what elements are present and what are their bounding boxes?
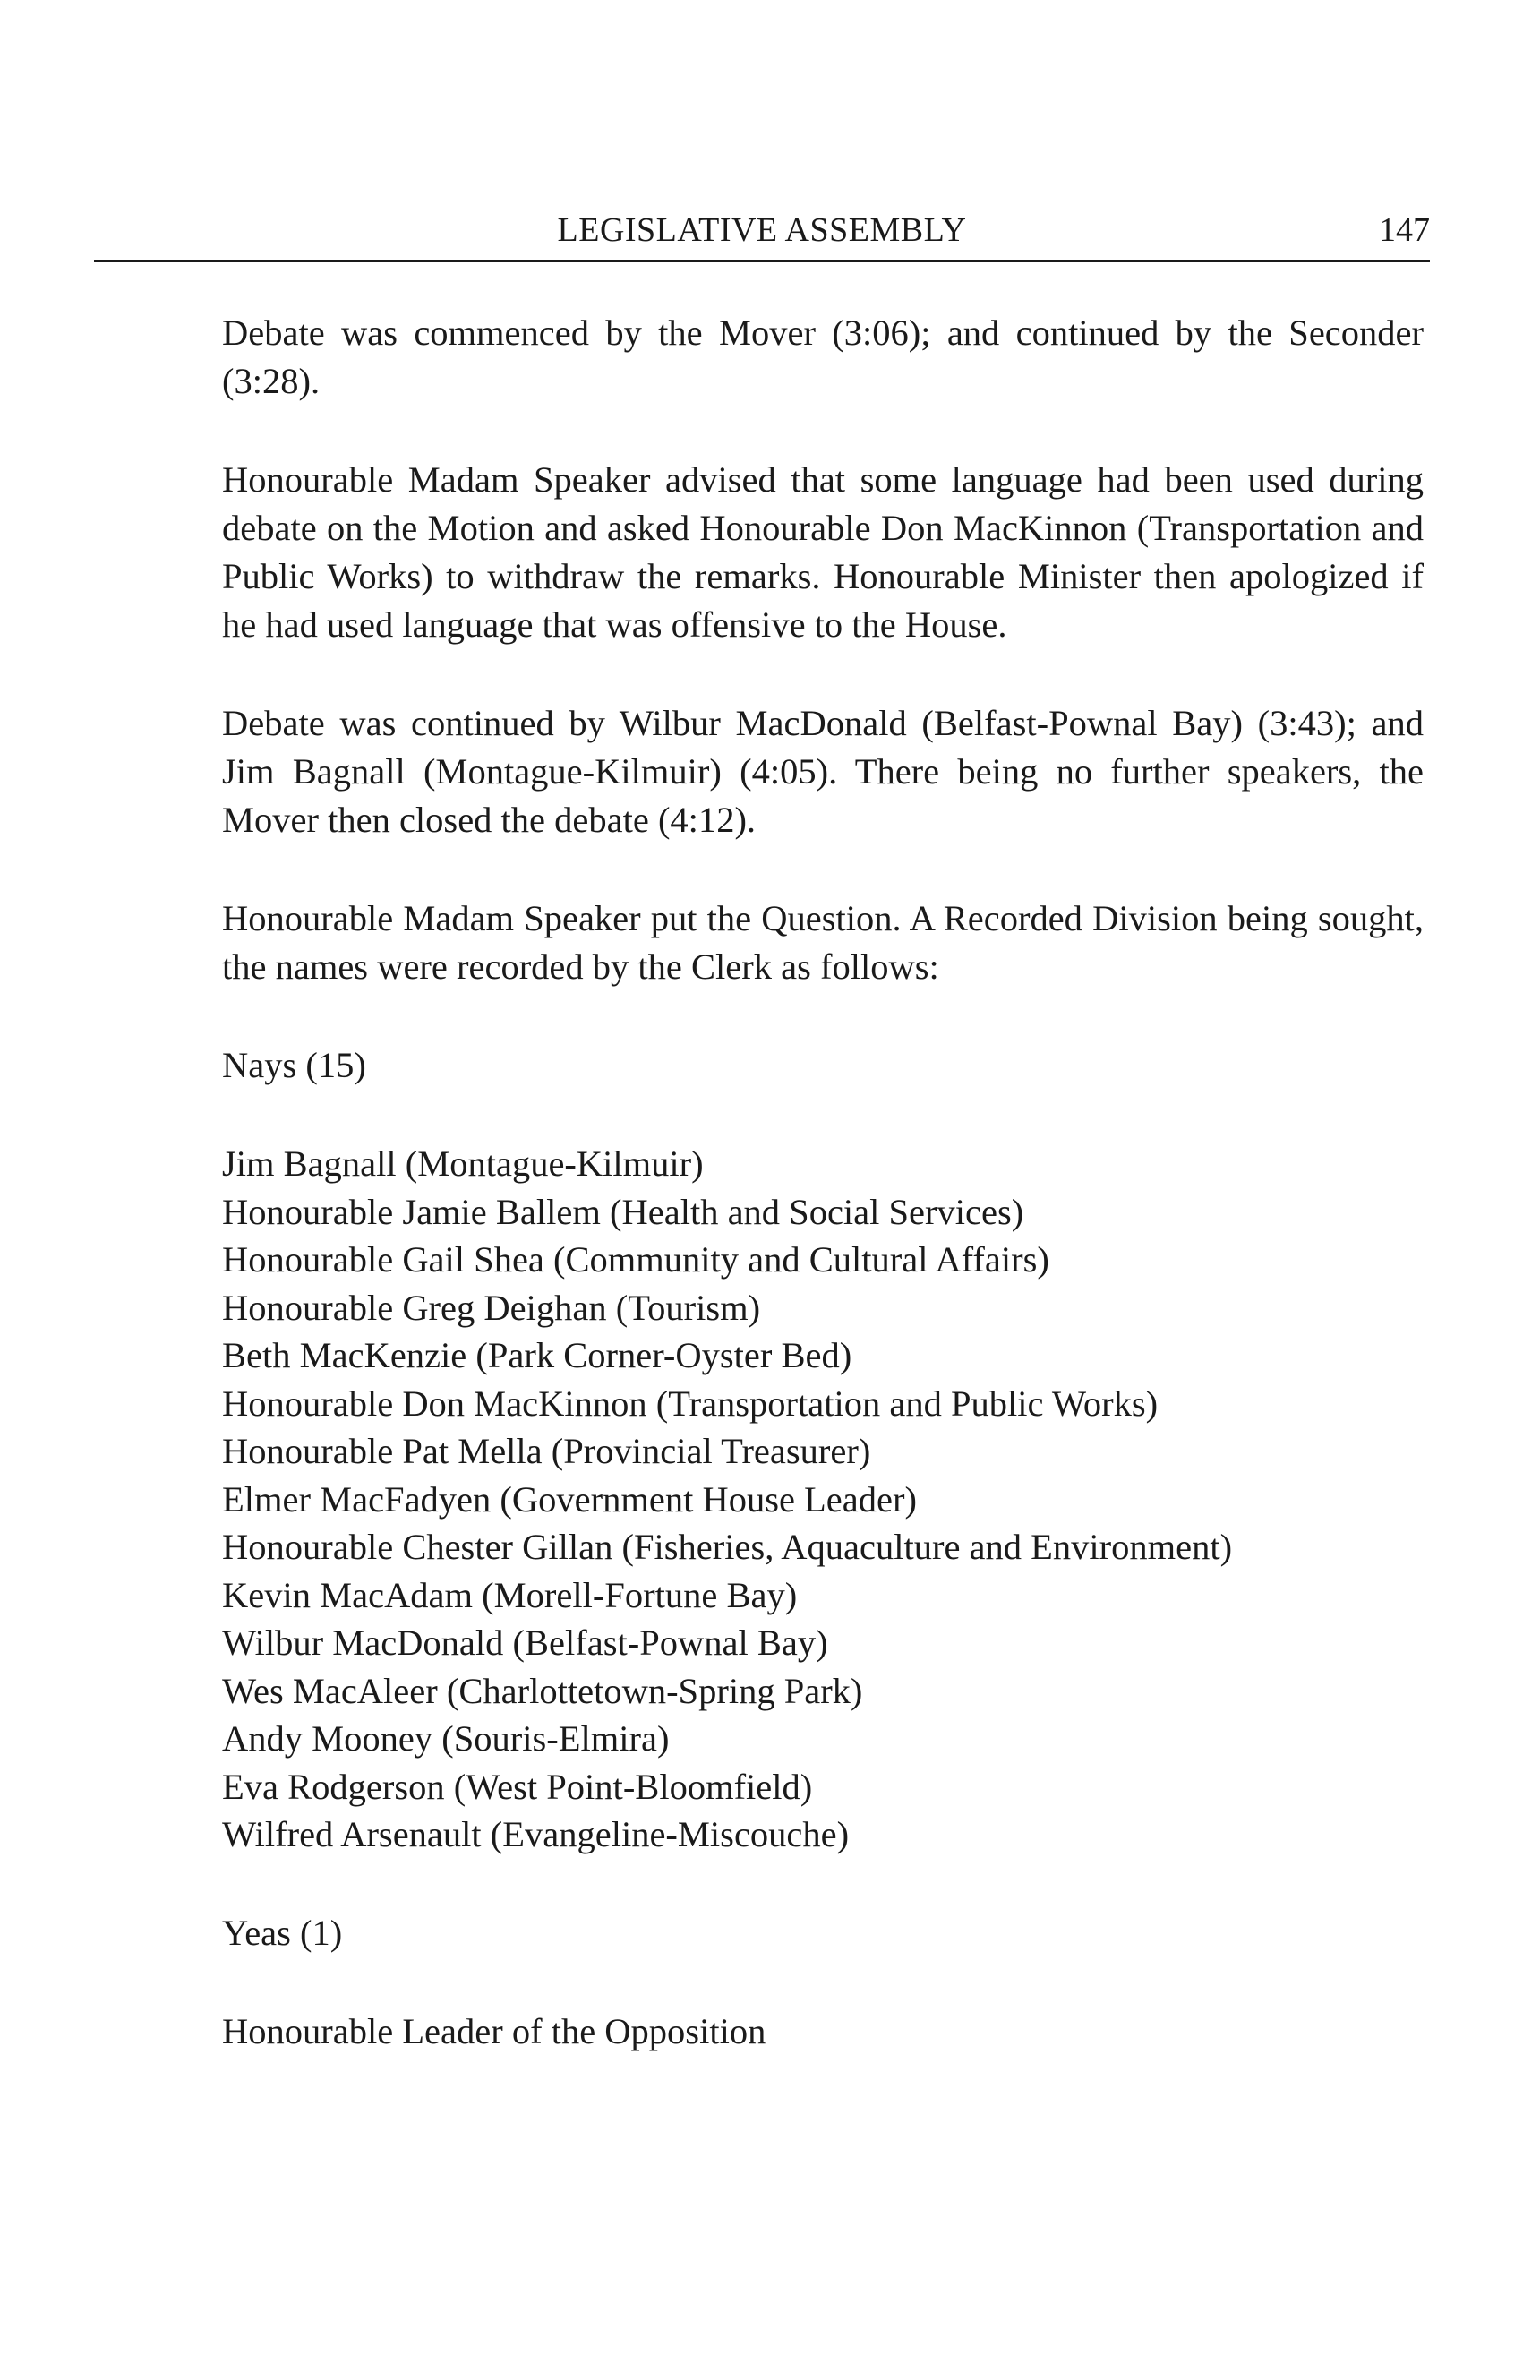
running-title: LEGISLATIVE ASSEMBLY — [557, 211, 967, 249]
header-rule — [94, 260, 1430, 262]
nays-heading: Nays (15) — [222, 1045, 366, 1085]
yeas-list — [222, 2008, 1424, 2056]
nays-member: Elmer MacFadyen (Government House Leader) — [222, 1478, 917, 1520]
nays-member: Wes MacAleer (Charlottetown-Spring Park) — [222, 1670, 863, 1711]
nays-member: Honourable Gail Shea (Community and Cultural Affairs) — [222, 1239, 1049, 1280]
nays-member: Honourable Jamie Ballem (Health and Social Services) — [222, 1191, 1024, 1232]
nays-member: Andy Mooney (Souris-Elmira) — [222, 1718, 670, 1759]
yeas-heading: Yeas (1) — [222, 1912, 343, 1953]
nays-member: Beth MacKenzie (Park Corner-Oyster Bed) — [222, 1335, 852, 1375]
page-number: 147 — [1379, 211, 1430, 249]
paragraph-debate-commenced: Debate was commenced by the Mover (3:06); and continued by the Seconder (3:28). — [222, 312, 1424, 401]
nays-list — [222, 1140, 1424, 1859]
nays-member: Honourable Don MacKinnon (Transportation and Public Works) — [222, 1383, 1159, 1424]
nays-member: Eva Rodgerson (West Point-Bloomfield) — [222, 1766, 813, 1807]
yeas-member: Honourable Leader of the Opposition — [222, 2010, 766, 2051]
paragraph-speaker-language: Honourable Madam Speaker advised that some language had been used during debate on the Motion and asked Honourable Don MacKinnon (Transportation and Public Works) to withdraw the remarks. Honourable Minister then apologized if he had used language that was offensive to the House. — [222, 459, 1424, 645]
nays-member: Kevin MacAdam (Morell-Fortune Bay) — [222, 1574, 798, 1615]
body-text — [222, 309, 1424, 2105]
nays-member: Honourable Pat Mella (Provincial Treasurer) — [222, 1431, 871, 1471]
nays-member: Wilbur MacDonald (Belfast-Pownal Bay) — [222, 1622, 828, 1663]
page-header — [94, 208, 1430, 263]
nays-member: Wilfred Arsenault (Evangeline-Miscouche) — [222, 1814, 850, 1854]
paragraph-recorded-division: Honourable Madam Speaker put the Question. A Recorded Division being sought, the names were recorded by the Clerk as follows: — [222, 898, 1424, 987]
nays-member: Jim Bagnall (Montague-Kilmuir) — [222, 1143, 704, 1184]
nays-member: Honourable Greg Deighan (Tourism) — [222, 1287, 761, 1328]
nays-member: Honourable Chester Gillan (Fisheries, Aquaculture and Environment) — [222, 1527, 1233, 1567]
paragraph-debate-continued: Debate was continued by Wilbur MacDonald (Belfast-Pownal Bay) (3:43); and Jim Bagnall (Montague-Kilmuir) (4:05). There being no further speakers, the Mover then closed the debate (4:12). — [222, 703, 1424, 840]
